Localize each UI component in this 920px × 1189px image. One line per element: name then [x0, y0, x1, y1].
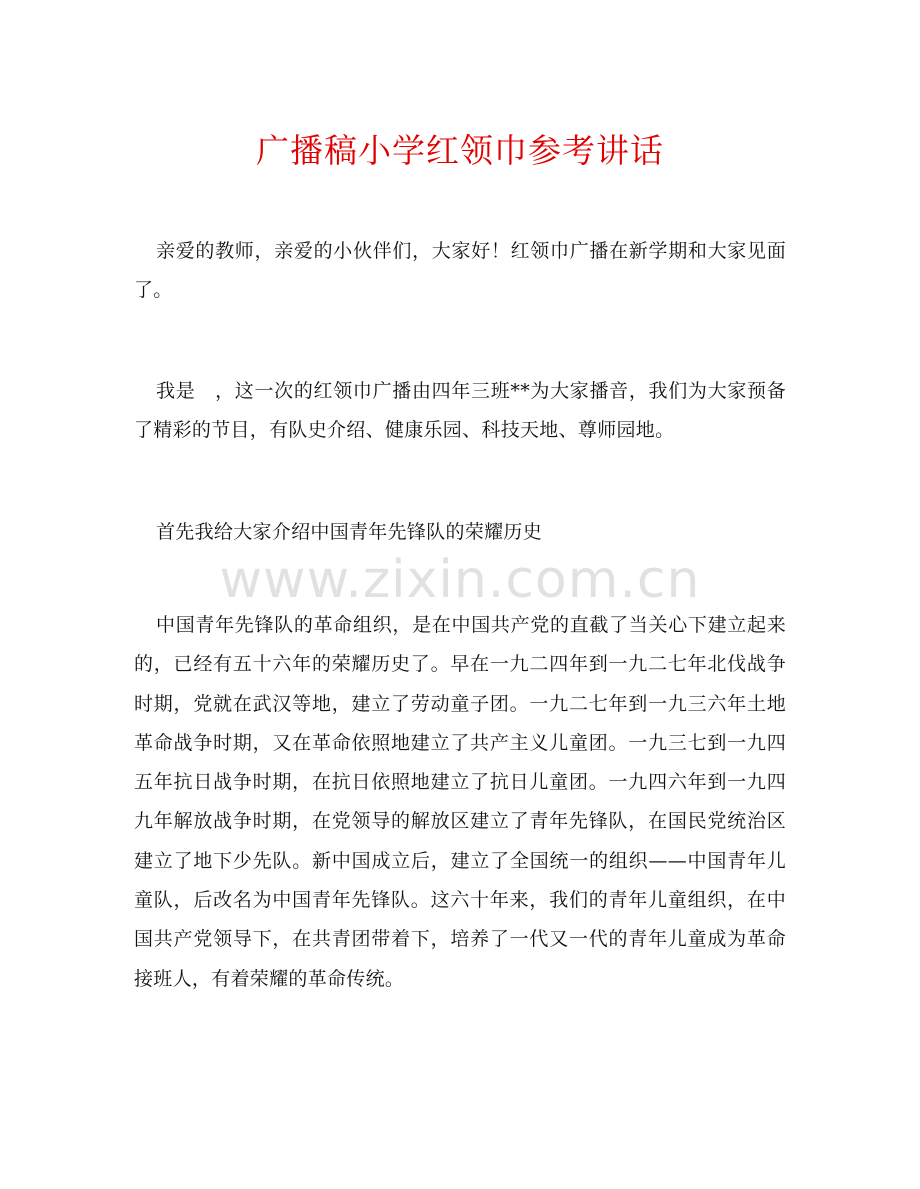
watermark-text: www.zixin.com.cn [219, 550, 701, 610]
paragraph-history-heading: 首先我给大家介绍中国青年先锋队的荣耀历史 [156, 521, 543, 543]
paragraph-greeting: 亲爱的教师，亲爱的小伙伴们，大家好！红领巾广播在新学期和大家见面了。 [134, 240, 786, 302]
paragraph-introduction: 我是 ，这一次的红领巾广播由四年三班**为大家播音，我们为大家预备了精彩的节目，有队史介绍、健康乐园、科技天地、尊师园地。 [134, 380, 786, 442]
paragraph-history-body: 中国青年先锋队的革命组织，是在中国共产党的直截了当关心下建立起来的，已经有五十六年的荣耀历史了。早在一九二四年到一九二七年北伐战争时期，党就在武汉等地，建立了劳动童子团。一九二七年到一九三六年土地革命战争时期，又在革命依照地建立了共产主义儿童团。一九三七到一九四五年抗日战争时期，在抗日依照地建立了抗日儿童团。一九四六年到一九四九年解放战争时期，在党领导的解放区建立了青年先锋队，在国民党统治区建立了地下少先队。新中国成立后，建立了全国统一的组织——中国青年儿童队，后改名为中国青年先锋队。这六十年来，我们的青年儿童组织，在中国共产党领导下，在共青团带着下，培养了一代又一代的青年儿童成为革命接班人，有着荣耀的革命传统。 [134, 614, 786, 990]
document-title: 广播稿小学红领巾参考讲话 [256, 131, 664, 170]
